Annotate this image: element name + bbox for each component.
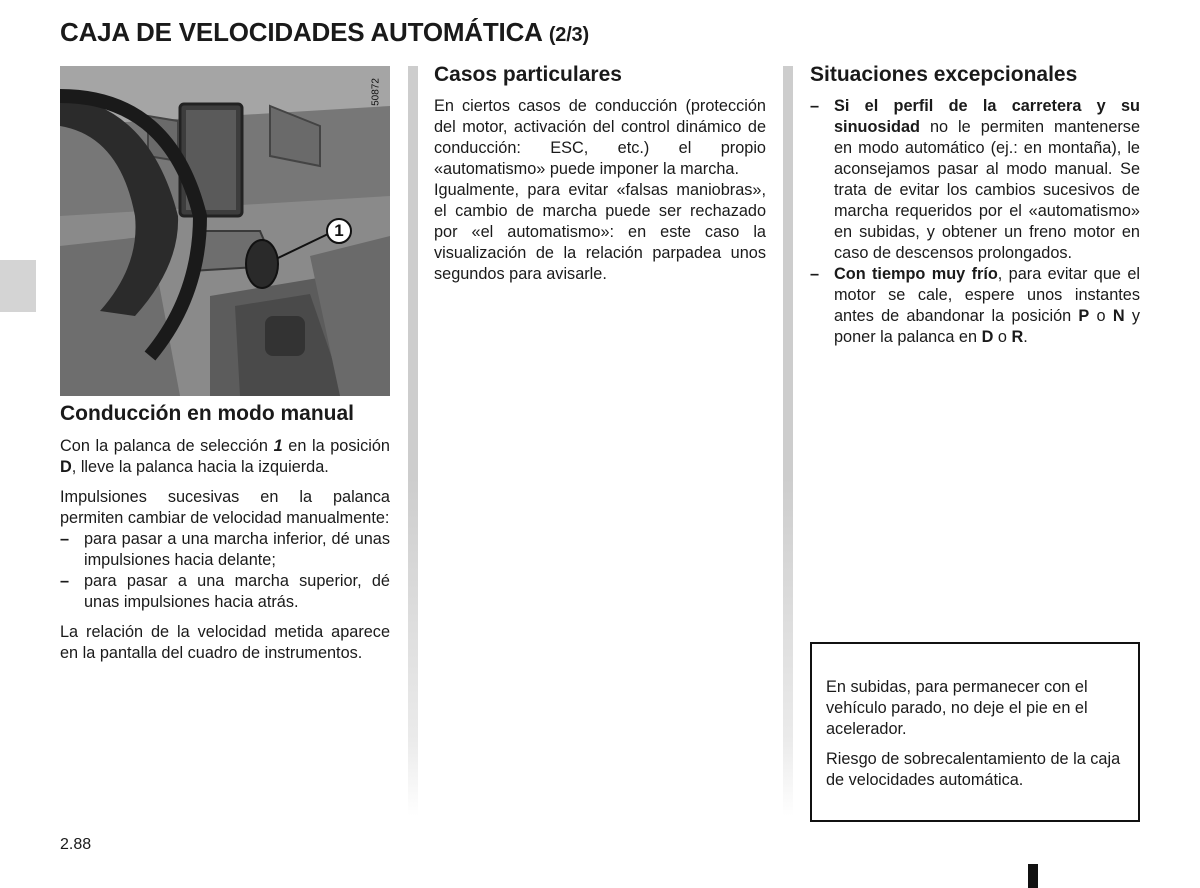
special-cases-text <box>434 96 766 285</box>
list-item: – Con tiempo muy frío, para evitar que el motor se cale, espere unos instantes antes de abandonar la posición P o N y poner la palanca en D o R. <box>810 265 1140 346</box>
callout-marker: 1 <box>326 218 352 244</box>
note-paragraph-1: En subidas, para permanecer con el vehículo parado, no deje el pie en el acelerador. <box>826 678 1088 738</box>
manual-mode-text <box>60 436 390 673</box>
special-cases-paragraph-1: En ciertos casos de conducción (protección del motor, activación del control dinámico de conducción: ESC, etc.) el propio «automatismo» puede imponer la marcha. <box>434 97 766 178</box>
list-item: – para pasar a una marcha superior, dé unas impulsiones hacia atrás. <box>60 572 390 611</box>
manual-mode-paragraph-1: Con la palanca de selección 1 en la posición D, lleve la palanca hacia la izquierda. <box>60 437 390 476</box>
page-number: 2.88 <box>60 836 92 853</box>
chapter-tab <box>0 260 36 312</box>
image-reference-code: 50872 <box>370 78 382 106</box>
manual-mode-paragraph-3: La relación de la velocidad metida aparece en la pantalla del cuadro de instrumentos. <box>60 623 390 662</box>
column-divider <box>408 66 418 816</box>
warning-note-box <box>810 642 1140 822</box>
title-part: (2/3) <box>548 24 589 46</box>
list-item: – para pasar a una marcha inferior, dé unas impulsiones hacia delante; <box>60 530 390 569</box>
list-item: – Si el perfil de la carretera y su sinuosidad no le permiten mantenerse en modo automático (ej.: en montaña), le aconsejamos pasar al modo manual. Se trata de evitar los cambios sucesivos de marcha requeridos por el «automatismo» en subidas, y obtener un freno motor en caso de descensos prolongados. <box>810 97 1140 262</box>
note-paragraph-2: Riesgo de sobrecalentamiento de la caja de velocidades automática. <box>826 750 1121 789</box>
heading-exceptional: Situaciones excepcionales <box>810 63 1078 86</box>
heading-special-cases: Casos particulares <box>434 63 622 86</box>
manual-mode-paragraph-2: Impulsiones sucesivas en la palanca permiten cambiar de velocidad manualmente: <box>60 488 390 527</box>
heading-manual-mode: Conducción en modo manual <box>60 402 355 425</box>
page-title: CAJA DE VELOCIDADES AUTOMÁTICA (2/3) <box>60 17 589 47</box>
column-divider <box>783 66 793 816</box>
section-end-marker <box>1028 864 1038 888</box>
special-cases-paragraph-2: Igualmente, para evitar «falsas maniobras», el cambio de marcha puede ser rechazado por «el automatismo»: en este caso la visualización de la relación parpadea unos segundos para avisarle. <box>434 181 766 283</box>
exceptional-text <box>810 96 1140 348</box>
